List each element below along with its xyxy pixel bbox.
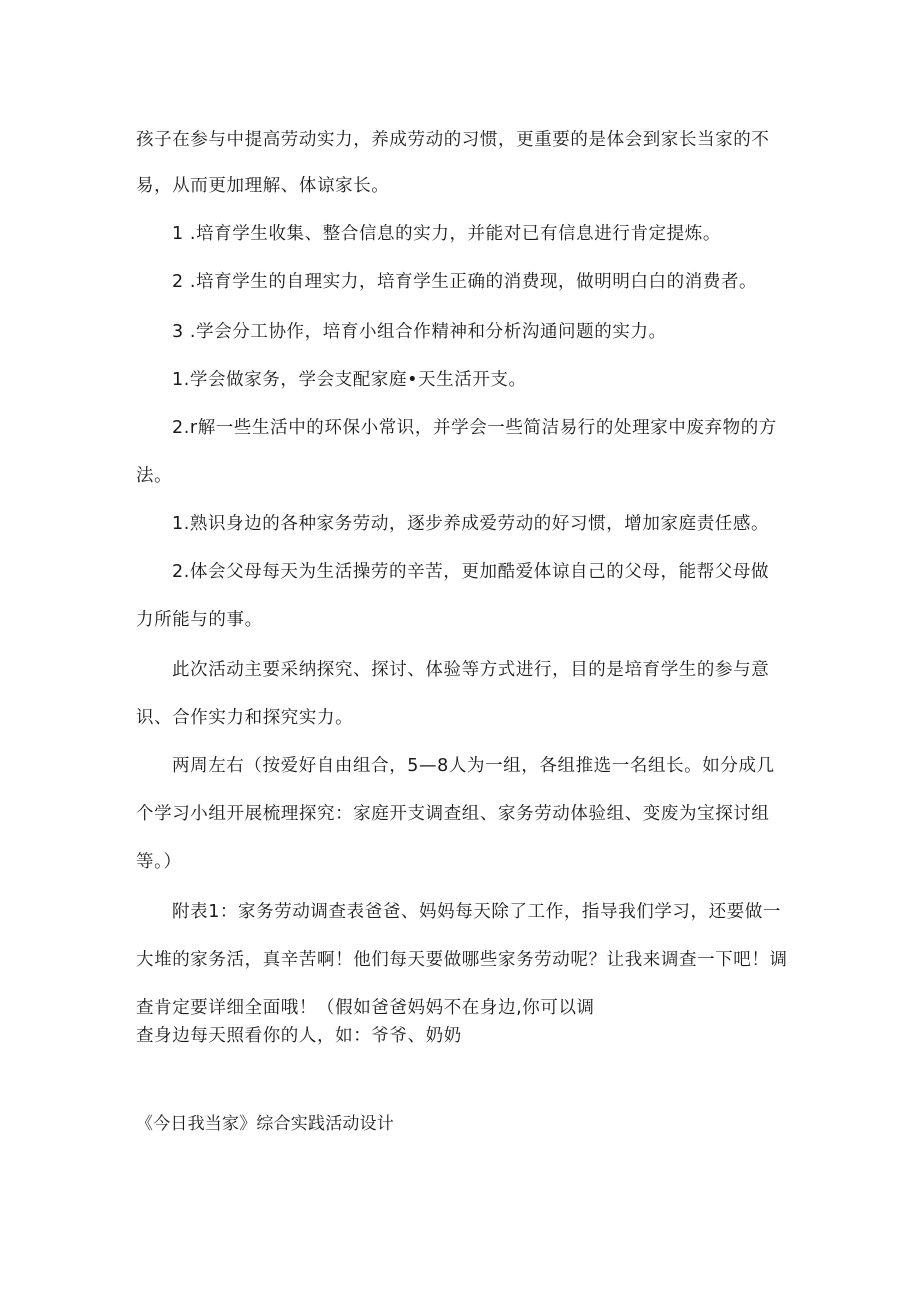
list-item-goal-continuation: 法。 (136, 466, 173, 486)
paragraph-line: 附表1：家务劳动调查表爸爸、妈妈每天除了工作，指导我们学习，还要做一 (172, 902, 782, 922)
paragraph-line: 等。） (136, 852, 182, 872)
document-title: 《今日我当家》综合实践活动设计 (136, 1114, 394, 1134)
list-item-goal-continuation: 力所能与的事。 (136, 610, 263, 630)
paragraph-line: 孩子在参与中提高劳动实力，养成劳动的习惯，更重要的是体会到家长当家的不 (136, 130, 770, 150)
paragraph-line: 个学习小组开展梳理探究：家庭开支调查组、家务劳动体验组、变废为宝探讨组 (136, 804, 770, 824)
paragraph-line: 查身边每天照看你的人，如：爷爷、奶奶 (136, 1026, 462, 1046)
paragraph-line: 识、合作实力和探究实力。 (136, 708, 354, 728)
list-item-goal: 1.学会做家务，学会支配家庭•天生活开支。 (172, 370, 527, 390)
list-item-goal: 1.熟识身边的各种家务劳动，逐步养成爱劳动的好习惯，增加家庭责任感。 (172, 514, 770, 534)
list-item-goal: 2.r解一些生活中的环保小常识，并学会一些简洁易行的处理家中废弃物的方 (172, 418, 777, 438)
paragraph-line: 易，从而更加理解、体谅家长。 (136, 176, 390, 196)
list-item-goal: 2.体会父母每天为生活操劳的辛苦，更加酷爱体谅自己的父母，能帮父母做 (172, 562, 770, 582)
list-item-objective: 2 .培育学生的自理实力，培育学生正确的消费现，做明明白白的消费者。 (172, 272, 758, 292)
list-item-objective: 1 .培育学生收集、整合信息的实力，并能对已有信息进行肯定提炼。 (172, 224, 721, 244)
paragraph-line: 两周左右（按爱好自由组合，5—8人为一组，各组推选一名组长。如分成几 (172, 756, 775, 776)
list-item-objective: 3 .学会分工协作，培育小组合作精神和分析沟通问题的实力。 (172, 322, 667, 342)
paragraph-line: 查肯定要详细全面哦！（假如爸爸妈妈不在身边,你可以调 (136, 998, 595, 1018)
paragraph-line: 大堆的家务活，真辛苦啊！他们每天要做哪些家务劳动呢？让我来调查一下吧！调 (136, 950, 788, 970)
paragraph-line: 此次活动主要采纳探究、探讨、体验等方式进行，目的是培育学生的参与意 (172, 660, 770, 680)
